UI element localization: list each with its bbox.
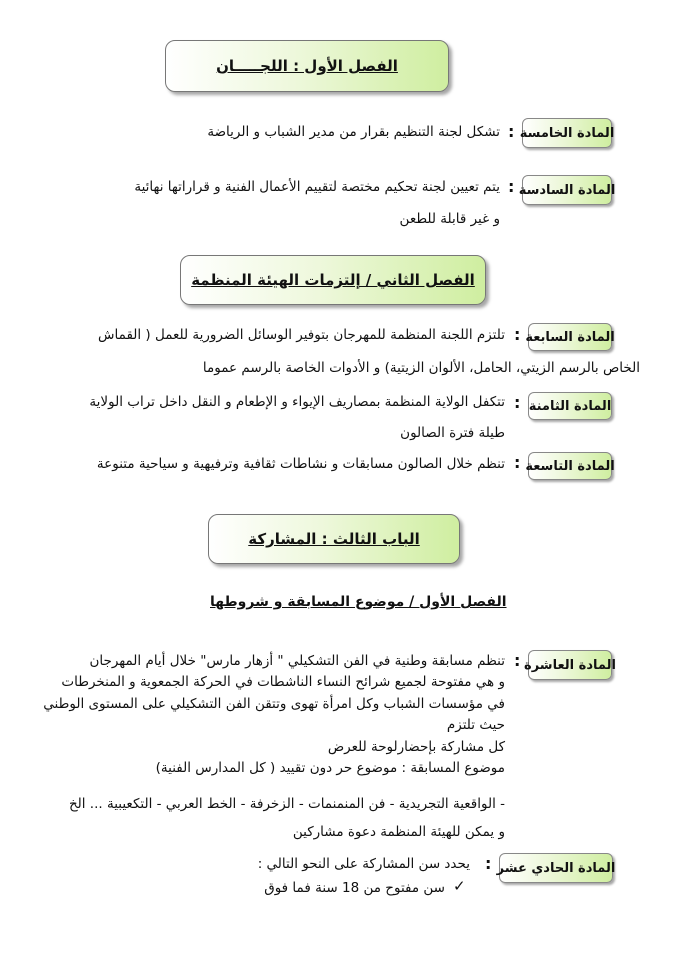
article-10-line-8: و يمكن للهيئة المنظمة دعوة مشاركين: [292, 824, 505, 840]
article-10-line-6: موضوع المسابقة : موضوع حر دون تقييد ( كل المدارس الفنية): [155, 760, 505, 776]
article-6-label-text: المادة السادسة: [518, 182, 616, 198]
part-three-heading: [208, 514, 460, 564]
article-10-colon: :: [514, 651, 521, 670]
article-5-label: [519, 118, 615, 148]
checkmark-icon: ✓: [453, 877, 466, 895]
article-8-label: [528, 392, 612, 420]
article-10-line-4: حيث تلتزم: [446, 717, 505, 733]
article-10-label: [524, 650, 616, 680]
article-11-line-2: سن مفتوح من 18 سنة فما فوق: [264, 880, 445, 896]
article-9-label-text: المادة التاسعة: [525, 458, 615, 474]
article-5-label-text: المادة الخامسة: [519, 125, 615, 141]
article-7-label: [525, 323, 615, 351]
chapter-two-heading: [180, 255, 486, 305]
chapter-two-title: الفصل الثاني / إلتزمات الهيئة المنظمة: [191, 271, 475, 289]
article-6-label: [518, 175, 616, 205]
article-6-line-2: و غير قابلة للطعن: [399, 211, 500, 227]
article-7-colon: :: [514, 325, 521, 344]
chapter-one-title: الفصل الأول : اللجـــــان: [216, 57, 398, 75]
article-7-label-text: المادة السابعة: [525, 329, 615, 345]
article-8-line-2: طيلة فترة الصالون: [400, 425, 505, 441]
article-7-line-1: تلتزم اللجنة المنظمة للمهرجان بتوفير الوسائل الضرورية للعمل ( القماش: [98, 327, 505, 343]
article-10-line-7: - الواقعية التجريدية - فن المنمنمات - الزخرفة - الخط العربي - التكعيبية ... الخ: [68, 796, 505, 812]
part-three-title: الباب الثالث : المشاركة: [248, 530, 420, 548]
section-one-subtitle: الفصل الأول / موضوع المسابقة و شروطها: [210, 594, 507, 610]
article-11-colon: :: [485, 854, 492, 873]
article-9-colon: :: [514, 453, 521, 472]
article-8-line-1: تتكفل الولاية المنظمة بمصاريف الإيواء و الإطعام و النقل داخل تراب الولاية: [89, 394, 505, 410]
article-5-colon: :: [508, 122, 515, 141]
article-5-line-1: تشكل لجنة التنظيم بقرار من مدير الشباب و الرياضة: [207, 124, 500, 140]
article-6-line-1: يتم تعيين لجنة تحكيم مختصة لتقييم الأعمال الفنية و قراراتها نهائية: [134, 179, 500, 195]
article-11-label-text: المادة الحادي عشر: [496, 860, 616, 876]
article-10-label-text: المادة العاشرة: [524, 657, 616, 673]
article-8-colon: :: [514, 393, 521, 412]
article-8-label-text: المادة الثامنة: [528, 398, 612, 414]
article-10-line-2: و هي مفتوحة لجميع شرائح النساء الناشطات في الحركة الجمعوية و المنخرطات: [61, 674, 505, 690]
article-11-line-1: يحدد سن المشاركة على النحو التالي :: [257, 856, 470, 872]
article-7-line-2: الخاص بالرسم الزيتي، الحامل، الألوان الزيتية) و الأدوات الخاصة بالرسم عموما: [202, 360, 640, 376]
article-9-label: [525, 452, 615, 480]
article-10-line-3: في مؤسسات الشباب وكل امرأة تهوى وتتقن الفن التشكيلي على المستوى الوطني: [43, 696, 505, 712]
chapter-one-heading: [165, 40, 449, 92]
article-11-label: [496, 853, 616, 883]
article-9-line-1: تنظم خلال الصالون مسابقات و نشاطات ثقافية وترفيهية و سياحية متنوعة: [96, 456, 505, 472]
article-6-colon: :: [508, 177, 515, 196]
article-10-line-1: تنظم مسابقة وطنية في الفن التشكيلي " أزهار مارس" خلال أيام المهرجان: [89, 653, 505, 669]
article-10-line-5: كل مشاركة بإحضارلوحة للعرض: [327, 739, 505, 755]
